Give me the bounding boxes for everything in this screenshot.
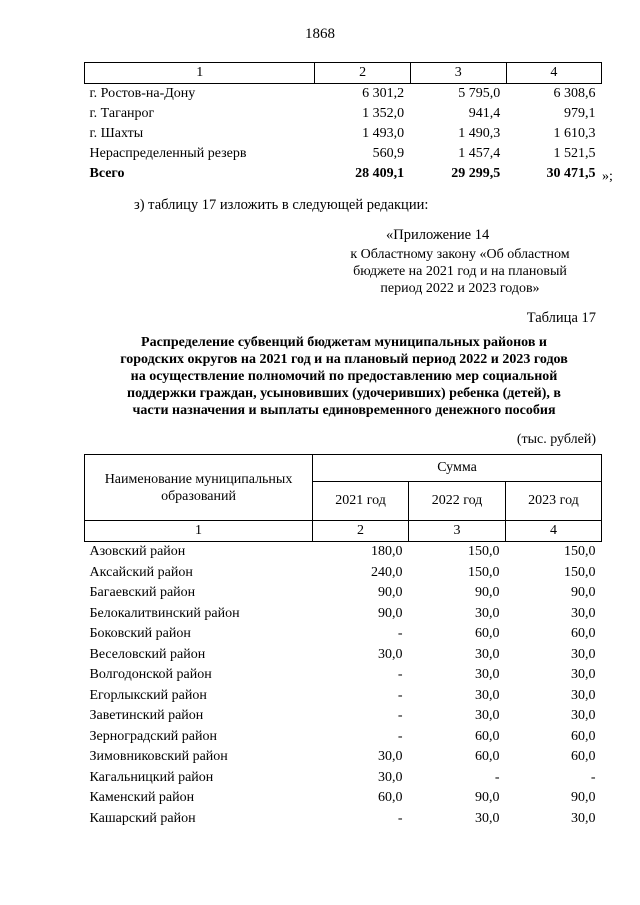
value-2022: 150,0 [467,544,500,560]
row-name: г. Таганрог [89,106,155,121]
law-reference [320,246,600,297]
value-2023: 90,0 [571,790,596,806]
value-2022: 150,0 [467,564,500,580]
value-2021: 90,0 [378,585,403,601]
value-2021: - [397,626,403,642]
total-label: Всего [89,166,125,181]
value-2023: 150,0 [564,544,596,560]
table-row [85,624,602,645]
name-header-line: Наименование муниципальных [104,471,293,487]
value-2021: - [397,687,403,703]
row-name: Кагальницкий район [89,769,214,785]
table-row [85,788,602,809]
page-number: 1868 [305,26,335,42]
value-2021: 90,0 [378,605,403,621]
value-2023: - [590,769,596,785]
table-title [84,334,604,419]
value-2023: 30,0 [571,708,596,724]
value-2021: 560,9 [372,146,405,161]
table-row [85,645,602,666]
row-name: Кашарский район [89,810,196,826]
col-number-4: 4 [506,63,601,84]
value-2023: 30,0 [571,646,596,662]
row-name: Боковский район [89,626,191,642]
row-name: Волгодонской район [89,667,212,683]
row-name: Багаевский район [89,585,196,601]
value-2022: 30,0 [474,667,500,683]
row-name: г. Шахты [89,126,144,141]
value-2023: 30,0 [571,810,596,826]
column-number-row [85,63,602,84]
table-row [85,542,602,563]
table-row [85,104,602,124]
row-name: Азовский район [89,544,186,560]
sum-header: Сумма [313,455,602,482]
year-2023-header: 2023 год [505,482,601,521]
value-2021: 30,0 [378,769,403,785]
value-2023: 60,0 [571,728,596,744]
value-2023: 30,0 [571,605,596,621]
total-2023: 30 471,5 [546,166,596,181]
value-2021: - [397,728,403,744]
value-2021: 240,0 [371,564,403,580]
total-2022: 29 299,5 [451,166,501,181]
table-row [85,727,602,748]
row-name: Белокалитвинский район [89,605,240,621]
table-row [85,604,602,625]
table-row [85,665,602,686]
row-name: Каменский район [89,790,195,806]
law-line: период 2022 и 2023 годов» [380,281,540,296]
value-2021: 60,0 [378,790,403,806]
value-2022: 1 457,4 [458,146,501,161]
year-2022-header: 2022 год [409,482,506,521]
law-line: к Областному закону «Об областном [350,247,570,262]
title-line: городских округов на 2021 год и на плановый период 2022 и 2023 годов [120,352,568,367]
value-2023: 150,0 [564,564,596,580]
title-line: поддержки граждан, усыновивших (удочеривших) ребенка (детей), в [127,386,561,401]
table-row [85,84,602,105]
units-label: (тыс. рублей) [516,432,596,447]
value-2022: 60,0 [474,728,500,744]
total-row [85,164,602,184]
value-2022: 30,0 [474,605,500,621]
header-row [85,455,602,482]
row-name: Веселовский район [89,646,206,662]
table-row [85,563,602,584]
value-2021: - [397,667,403,683]
value-2023: 6 308,6 [553,86,596,101]
table-row [85,809,602,830]
name-header [85,455,313,521]
value-2023: 1 521,5 [553,146,596,161]
row-name: Заветинский район [89,708,204,724]
value-2021: 30,0 [378,749,403,765]
column-number-row [85,521,602,542]
closing-quote: »; [602,169,613,184]
value-2023: 90,0 [571,585,596,601]
value-2022: 30,0 [474,687,500,703]
value-2023: 30,0 [571,667,596,683]
value-2023: 979,1 [564,106,596,121]
row-name: Егорлыкский район [89,687,207,703]
value-2021: 180,0 [371,544,403,560]
total-2021: 28 409,1 [355,166,405,181]
row-name: г. Ростов-на-Дону [89,86,196,101]
table-row [85,706,602,727]
row-name: Нераспределенный резерв [89,146,247,161]
value-2022: 1 490,3 [458,126,501,141]
col-number-1: 1 [85,521,313,542]
table-row [85,686,602,707]
table-row [85,124,602,144]
row-name: Зерноградский район [89,728,217,744]
title-line: части назначения и выплаты единовременного денежного пособия [132,403,556,418]
subventions-table [84,454,602,829]
table-row [85,144,602,164]
value-2022: 30,0 [474,646,500,662]
table-row [85,583,602,604]
col-number-3: 3 [409,521,506,542]
value-2022: 90,0 [474,790,500,806]
value-2023: 60,0 [571,749,596,765]
appendix-label: «Приложение 14 [386,227,490,243]
value-2023: 60,0 [571,626,596,642]
value-2021: 30,0 [378,646,403,662]
col-number-2: 2 [315,63,410,84]
value-2022: - [494,769,500,785]
value-2022: 60,0 [474,626,500,642]
row-name: Аксайский район [89,564,193,580]
value-2021: 1 352,0 [362,106,405,121]
law-line: бюджете на 2021 год и на плановый [353,264,567,279]
year-2021-header: 2021 год [313,482,409,521]
value-2023: 30,0 [571,687,596,703]
value-2021: - [397,708,403,724]
value-2022: 5 795,0 [458,86,501,101]
value-2022: 90,0 [474,585,500,601]
value-2022: 60,0 [474,749,500,765]
value-2022: 941,4 [468,106,501,121]
table-row [85,768,602,789]
col-number-2: 2 [313,521,409,542]
value-2022: 30,0 [474,708,500,724]
name-header-line: образований [161,488,236,504]
value-2021: 6 301,2 [362,86,405,101]
table-label: Таблица 17 [526,310,596,326]
value-2022: 30,0 [474,810,500,826]
row-name: Зимовниковский район [89,749,228,765]
col-number-1: 1 [85,63,315,84]
value-2023: 1 610,3 [553,126,596,141]
title-line: Распределение субвенций бюджетам муниципальных районов и [141,335,547,350]
instruction-text: з) таблицу 17 изложить в следующей редакции: [134,197,429,213]
col-number-4: 4 [505,521,601,542]
value-2021: 1 493,0 [362,126,405,141]
continued-table [84,62,602,184]
col-number-3: 3 [410,63,506,84]
value-2021: - [397,810,403,826]
title-line: на осуществление полномочий по предоставлению мер социальной [130,369,558,384]
table-row [85,747,602,768]
